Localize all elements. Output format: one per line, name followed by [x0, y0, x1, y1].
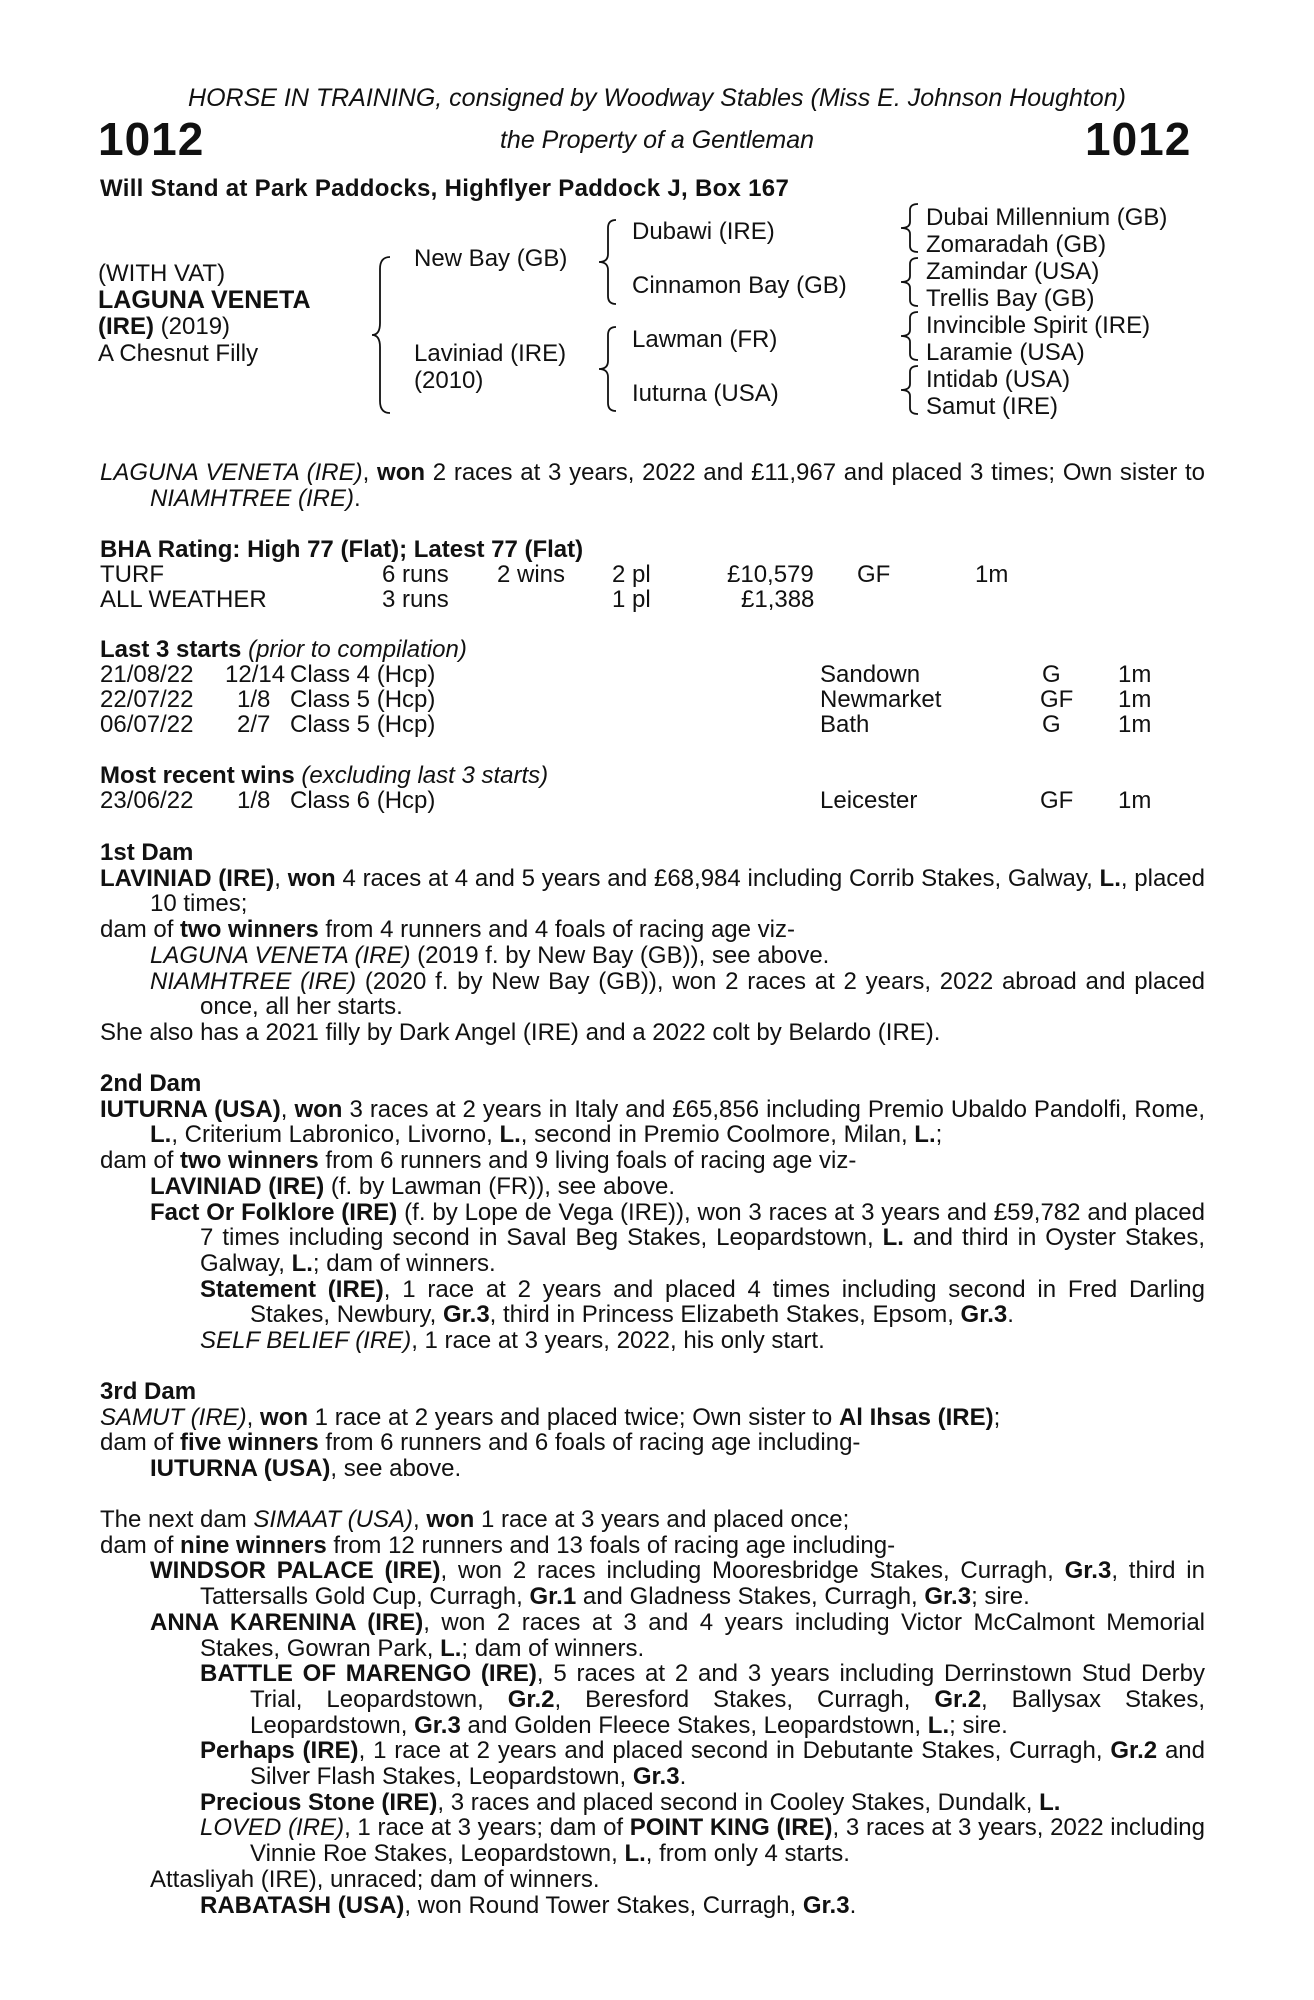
brace-ss — [898, 202, 922, 254]
bha-rating: BHA Rating: High 77 (Flat); Latest 77 (Flat) — [100, 536, 584, 563]
brace-dam — [596, 325, 620, 413]
ped-sds: Zamindar (USA) — [926, 258, 1100, 285]
brace-dd — [898, 364, 922, 416]
ped-dsd: Laramie (USA) — [926, 339, 1085, 366]
first-dam-section: 1st Dam LAVINIAD (IRE), won 4 races at 4 and 5 years and £68,984 including Corrib Stakes, Galway, L., placed 10 times; dam of two winners from 4 runners and 4 foals of racing age viz- LAGUNA VENETA (IRE) (2019 f. by New Bay (GB)), see above. NIAMHTREE (IRE) (2020 f. by New Bay (GB)), won 2 races at 2 years, 2022 abroad and placed once, all her starts. She also has a 2021 filly by Dark Angel (IRE) and a 2022 colt by Belardo (IRE). — [100, 839, 1206, 1046]
ped-dss: Invincible Spirit (IRE) — [926, 312, 1151, 339]
recent-wins-heading: Most recent wins (excluding last 3 starts) — [100, 762, 549, 789]
brace-main — [370, 255, 394, 415]
ped-sdd: Trellis Bay (GB) — [926, 285, 1095, 312]
catalogue-page: HORSE IN TRAINING, consigned by Woodway Stables (Miss E. Johnson Houghton) 1012 the Property of a Gentleman 1012 Will Stand at Park Paddocks, Highflyer Paddock J, Box 167 (WITH VAT) LAGUNA VENETA (IRE) (2019) A Chesnut Filly New Bay (GB) Laviniad (IRE) (2010) Dubawi (IRE) Cinnamon Bay (GB) Lawman (FR) Iuturna (USA) Dubai Millennium (GB) Zomaradah (GB) Zamindar (USA) Trellis Bay (GB) Invincible Spirit (IRE) Laramie (USA) Intidab (USA) Samut (IRE) LAGUNA VENETA (IRE), won 2 races at 3 years, 2022 and £11,967 and placed 3 times; Own sister to NIAMHTREE (IRE). BHA Rating: High 77 (Flat); Latest 77 (Flat) TURF 6 runs 2 wins 2 pl £10,579 GF 1m ALL WEATHER 3 runs 1 pl £1,388 Last 3 starts (prior to compilation) 21/08/22 12/14 Class 4 (Hcp) Sandown G 1m 22/07/22 1/8 Class 5 (Hcp) Newmarket GF 1m 06/07/22 2/7 Class 5 (Hcp) Bath G 1m Most recent wins (excluding last 3 starts) 23/06/22 1/8 Class 6 (Hcp) Leicester GF 1m 1st Dam LAVINIAD (IRE), won 4 races at 4 and 5 years and £68,984 including Corrib Stakes, Galway, L., placed 10 times; dam of two winners from 4 runners and 4 foals of racing age viz- LAGUNA VENETA (IRE) (2019 f. by New Bay (GB)), see above. NIAMHTREE (IRE) (2020 f. by New Bay (GB)), won 2 races at 2 years, 2022 abroad and placed once, all her starts. She also has a 2021 filly by Dark Angel (IRE) and a 2022 colt by Belardo (IRE). 2nd Dam IUTURNA (USA), won 3 races at 2 years in Italy and £65,856 including Premio Ubaldo Pandolfi, Rome, L., Criterium Labronico, Livorno, L., second in Premio Coolmore, Milan, L.; dam of two winners from 6 runners and 9 living foals of racing age viz- LAVINIAD (IRE) (f. by Lawman (FR)), see above. Fact Or Folklore (IRE) (f. by Lope de Vega (IRE)), won 3 races at 3 years and £59,782 and placed 7 times including second in Saval Beg Stakes, Leopardstown, L. and third in Oyster Stakes, Galway, L.; dam of winners. Statement (IRE), 1 race at 2 years and placed 4 times including second in Fred Darling Stakes, Newbury, Gr.3, third in Princess Elizabeth Stakes, Epsom, Gr.3. SELF BELIEF (IRE), 1 race at 3 years, 2022, his only start. 3rd Dam SAMUT (IRE), won 1 race at 2 years and placed twice; Own sister to Al Ihsas (IRE); dam of five winners from 6 runners and 6 foals of racing age including- IUTURNA (USA), see above. The next dam SIMAAT (USA), won 1 race at 3 years and placed once; dam of nine winners from 12 runners and 13 foals of racing age including- WINDSOR PALACE (IRE), won 2 races including Mooresbridge Stakes, Curragh, Gr.3, third in Tattersalls Gold Cup, Curragh, Gr.1 and Gladness Stakes, Curragh, Gr.3; sire. ANNA KARENINA (IRE), won 2 races at 3 and 4 years including Victor McCalmont Memorial Stakes, Gowran Park, L.; dam of winners. BATTLE OF MARENGO (IRE), 5 races at 2 and 3 years including Derrinstown Stud Derby Trial, Leopardstown, Gr.2, Beresford Stakes, Curragh, Gr.2, Ballysax Stakes, Leopardstown, Gr.3 and Golden Fleece Stakes, Leopardstown, L.; sire. Perhaps (IRE), 1 race at 2 years and placed second in Debutante Stakes, Curragh, Gr.2 and Silver Flash Stakes, Leopardstown, Gr.3. Precious Stone (IRE), 3 races and placed second in Cooley Stakes, Dundalk, L. LOVED (IRE), 1 race at 3 years; dam of POINT KING (IRE), 3 races at 3 years, 2022 including Vinnie Roe Stakes, Leopardstown, L., from only 4 starts. Attasliyah (IRE), unraced; dam of winners. RABATASH (USA), won Round Tower Stakes, Curragh, Gr.3. — [0, 0, 1314, 2000]
dam: Laviniad (IRE) — [414, 340, 567, 367]
horse-description: A Chesnut Filly — [98, 340, 259, 367]
sire: New Bay (GB) — [414, 245, 568, 272]
last3-heading: Last 3 starts (prior to compilation) — [100, 636, 467, 663]
dam-sire: Lawman (FR) — [632, 326, 778, 353]
dam-year: (2010) — [414, 367, 484, 394]
ped-dds: Intidab (USA) — [926, 366, 1071, 393]
lot-number-left: 1012 — [98, 113, 205, 165]
horse-name-country-year: (IRE) (2019) — [98, 313, 231, 340]
horse-name: LAGUNA VENETA — [98, 286, 311, 314]
ped-ddd: Samut (IRE) — [926, 393, 1059, 420]
sire-sire: Dubawi (IRE) — [632, 218, 775, 245]
third-dam-section: 3rd Dam SAMUT (IRE), won 1 race at 2 years and placed twice; Own sister to Al Ihsas (IRE); dam of five winners from 6 runners and 6 foals of racing age including- IUTURNA (USA), see above. — [100, 1378, 1001, 1483]
horse-summary: LAGUNA VENETA (IRE), won 2 races at 3 years, 2022 and £11,967 and placed 3 times; Own sister to NIAMHTREE (IRE). — [100, 459, 1205, 512]
brace-sire — [596, 218, 620, 306]
second-dam-section: 2nd Dam IUTURNA (USA), won 3 races at 2 years in Italy and £65,856 including Premio Ubaldo Pandolfi, Rome, L., Criterium Labronico, Livorno, L., second in Premio Coolmore, Milan, L.; dam of two winners from 6 runners and 9 living foals of racing age viz- LAVINIAD (IRE) (f. by Lawman (FR)), see above. Fact Or Folklore (IRE) (f. by Lope de Vega (IRE)), won 3 races at 3 years and £59,782 and placed 7 times including second in Saval Beg Stakes, Leopardstown, L. and third in Oyster Stakes, Galway, L.; dam of winners. Statement (IRE), 1 race at 2 years and placed 4 times including second in Fred Darling Stakes, Newbury, Gr.3, third in Princess Elizabeth Stakes, Epsom, Gr.3. SELF BELIEF (IRE), 1 race at 3 years, 2022, his only start. — [100, 1070, 1206, 1355]
property-line: the Property of a Gentleman — [499, 126, 815, 154]
sire-dam: Cinnamon Bay (GB) — [632, 272, 847, 299]
ped-sss: Dubai Millennium (GB) — [926, 204, 1168, 231]
brace-sd — [898, 256, 922, 308]
stand-location: Will Stand at Park Paddocks, Highflyer Paddock J, Box 167 — [100, 175, 790, 202]
vat-label: (WITH VAT) — [98, 260, 226, 287]
consignor-line: HORSE IN TRAINING, consigned by Woodway Stables (Miss E. Johnson Houghton) — [188, 84, 1126, 112]
brace-ds — [898, 310, 922, 362]
next-dam-section: The next dam SIMAAT (USA), won 1 race at 3 years and placed once; dam of nine winners from 12 runners and 13 foals of racing age including- WINDSOR PALACE (IRE), won 2 races including Mooresbridge Stakes, Curragh, Gr.3, third in Tattersalls Gold Cup, Curragh, Gr.1 and Gladness Stakes, Curragh, Gr.3; sire. ANNA KARENINA (IRE), won 2 races at 3 and 4 years including Victor McCalmont Memorial Stakes, Gowran Park, L.; dam of winners. BATTLE OF MARENGO (IRE), 5 races at 2 and 3 years including Derrinstown Stud Derby Trial, Leopardstown, Gr.2, Beresford Stakes, Curragh, Gr.2, Ballysax Stakes, Leopardstown, Gr.3 and Golden Fleece Stakes, Leopardstown, L.; sire. Perhaps (IRE), 1 race at 2 years and placed second in Debutante Stakes, Curragh, Gr.2 and Silver Flash Stakes, Leopardstown, Gr.3. Precious Stone (IRE), 3 races and placed second in Cooley Stakes, Dundalk, L. LOVED (IRE), 1 race at 3 years; dam of POINT KING (IRE), 3 races at 3 years, 2022 including Vinnie Roe Stakes, Leopardstown, L., from only 4 starts. Attasliyah (IRE), unraced; dam of winners. RABATASH (USA), won Round Tower Stakes, Curragh, Gr.3. — [100, 1506, 1206, 1919]
ped-ssd: Zomaradah (GB) — [926, 231, 1107, 258]
lot-number-right: 1012 — [1085, 113, 1192, 165]
dam-dam: Iuturna (USA) — [632, 380, 779, 407]
